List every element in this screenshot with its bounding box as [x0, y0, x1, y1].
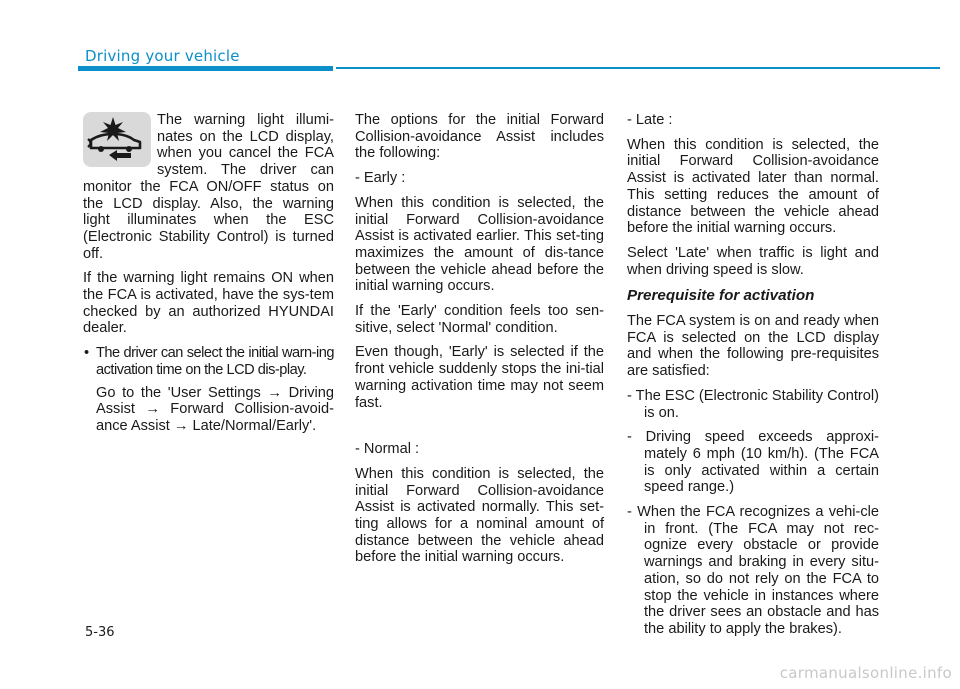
header-rule-thin	[336, 67, 940, 69]
prerequisite-item-speed: - Driving speed exceeds approxi-mately 6 mph (10 km/h). (The FCA is only activated within a certain speed range.)	[627, 429, 879, 496]
fca-warning-light-icon	[83, 112, 151, 167]
prerequisite-item-vehicle: - When the FCA recognizes a vehi-cle in front. (The FCA may not rec-ognize every obstacle or provide warnings and braking in every situ-ation, so do not rely on the FCA to stop the vehicle in instances where the driver sees an obstacle and has the ability to apply the brakes).	[627, 504, 879, 637]
header-rule-thick	[78, 66, 333, 71]
bullet-text: The driver can select the initial warn-ing activation time on the LCD dis-play.	[96, 345, 334, 378]
late-paragraph-1: When this condition is selected, the initial Forward Collision-avoidance Assist is activated later than normal. This setting reduces the amount of distance between the vehicle ahead before the initial warning occurs.	[627, 136, 879, 237]
early-paragraph-3: Even though, 'Early' is selected if the front vehicle suddenly stops the ini-tial warning activation time may not seem fast.	[355, 344, 604, 411]
bullet-marker: •	[84, 345, 90, 362]
normal-label: - Normal :	[355, 441, 420, 458]
warning-light-paragraph: The warning light illumi-nates on the LCD display, when you cancel the FCA system. The driver can monitor the FCA ON/OFF status on the LCD display. Also, the warning light illuminates when the ESC (Electronic Stability Control) is turned off.	[83, 112, 334, 262]
options-intro-paragraph: The options for the initial Forward Collision-avoidance Assist includes the following:	[355, 112, 604, 162]
column-1	[83, 112, 334, 443]
watermark: carmanualsonline.info	[779, 664, 952, 682]
normal-paragraph: When this condition is selected, the initial Forward Collision-avoidance Assist is activated normally. This set-ting allows for a nominal amount of distance between the vehicle ahead before the initial warning occurs.	[355, 465, 604, 566]
column-2	[355, 112, 604, 574]
prerequisite-item-esc: - The ESC (Electronic Stability Control) is on.	[627, 387, 879, 421]
late-label: - Late :	[627, 112, 673, 128]
prerequisite-heading: Prerequisite for activation	[627, 287, 815, 305]
early-paragraph-1: When this condition is selected, the initial Forward Collision-avoidance Assist is activated earlier. This set-ting maximizes the amount of dis-tance between the vehicle ahead before the initial warning occurs.	[355, 194, 604, 295]
column-3	[627, 112, 879, 646]
late-paragraph-2: Select 'Late' when traffic is light and when driving speed is slow.	[627, 244, 879, 278]
dealer-check-paragraph: If the warning light remains ON when the FCA is activated, have the sys-tem checked by an authorized HYUNDAI dealer.	[83, 270, 334, 337]
early-label: - Early :	[355, 170, 406, 187]
settings-path-text: Go to the 'User Settings → Driving Assist → Forward Collision-avoid-ance Assist → Late/Normal/Early'.	[96, 384, 334, 434]
page-number: 5-36	[85, 625, 115, 640]
prerequisite-intro: The FCA system is on and ready when FCA is selected on the LCD display and when the following pre-requisites are satisfied:	[627, 313, 879, 380]
section-title: Driving your vehicle	[85, 47, 240, 65]
early-paragraph-2: If the 'Early' condition feels too sen-sitive, select 'Normal' condition.	[355, 303, 604, 336]
bullet-item	[83, 345, 334, 378]
